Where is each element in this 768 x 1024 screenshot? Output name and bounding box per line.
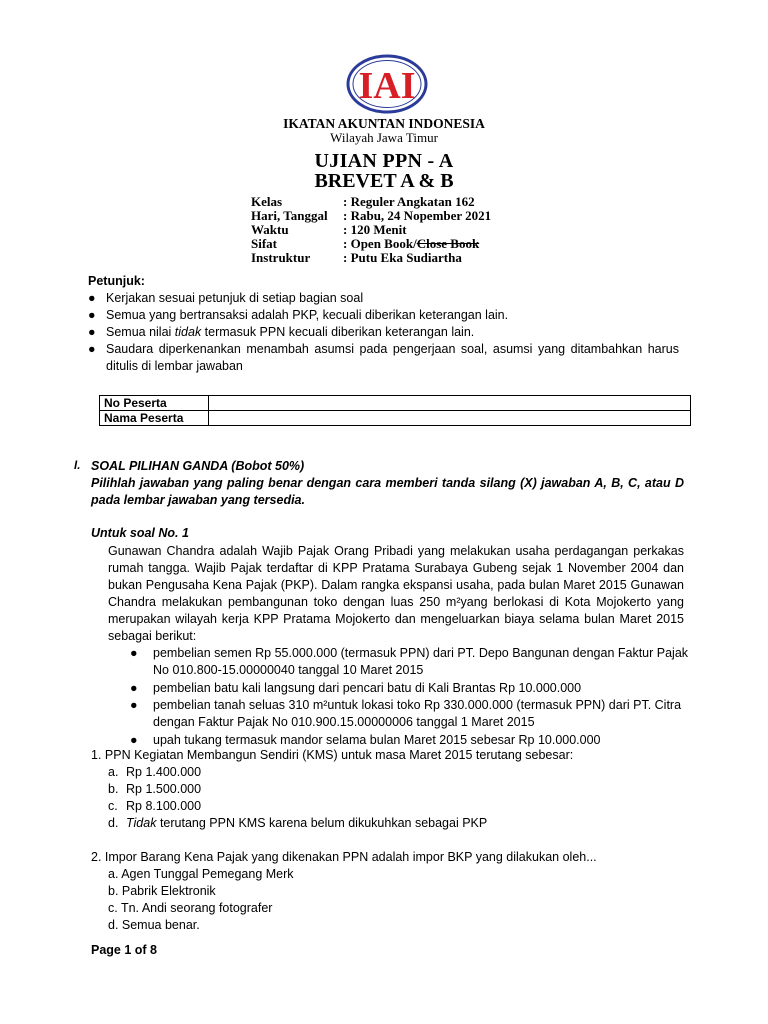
table-row	[100, 396, 691, 411]
case-item-text: upah tukang termasuk mandor selama bulan Maret 2015 sebesar Rp 10.000.000	[153, 733, 601, 747]
q1-option-d[interactable]	[108, 816, 487, 830]
iai-logo	[346, 54, 428, 114]
option-letter: c.	[108, 799, 118, 813]
case-line: rumah tangga. Wajib Pajak terdaftar di KPP Pratama Surabaya Gubeng sejak 1 November 2004 dan	[108, 561, 684, 575]
option-text: Rp 8.100.000	[126, 799, 202, 813]
emphasis-text: Tidak	[126, 816, 157, 830]
bullet-icon: ●	[130, 733, 138, 747]
section-numeral: I.	[74, 460, 81, 472]
info-value: : Putu Eka Sudiartha	[343, 250, 462, 265]
instruction-text: Semua yang bertransaksi adalah PKP, kecuali diberikan keterangan lain.	[106, 308, 509, 322]
question-2: 2. Impor Barang Kena Pajak yang dikenakan PPN adalah impor BKP yang dilakukan oleh...	[91, 850, 597, 864]
case-line: Gunawan Chandra adalah Wajib Pajak Orang Pribadi yang melakukan usaha perdagangan perkakas	[108, 544, 684, 558]
info-value: : Rabu, 24 Nopember 2021	[343, 208, 492, 223]
section-instruction: Pilihlah jawaban yang paling benar dengan cara memberi tanda silang (X) jawaban A, B, C, atau D	[91, 476, 684, 490]
bullet-icon: ●	[130, 698, 138, 712]
no-peserta-label: No Peserta	[100, 396, 209, 411]
nama-peserta-label: Nama Peserta	[100, 411, 209, 426]
case-line: sebagai berikut:	[108, 629, 197, 643]
section-title: SOAL PILIHAN GANDA (Bobot 50%)	[91, 459, 305, 473]
option-letter: a.	[108, 765, 119, 779]
bullet-icon: ●	[88, 342, 96, 356]
info-instruktur	[251, 250, 462, 266]
text-part: Semua nilai	[106, 325, 175, 339]
option-letter: d.	[108, 816, 119, 830]
case-heading: Untuk soal No. 1	[91, 526, 189, 540]
instructions-heading: Petunjuk:	[88, 274, 145, 288]
no-peserta-field[interactable]	[209, 396, 691, 411]
exam-title: UJIAN PPN - A	[314, 150, 454, 172]
instruction-text: Saudara diperkenankan menambah asumsi pada pengerjaan soal, asumsi yang ditambahkan harus	[106, 342, 679, 356]
bullet-icon: ●	[130, 646, 138, 660]
section-instruction: pada lembar jawaban yang tersedia.	[91, 493, 305, 507]
page-number: Page 1 of 8	[91, 943, 157, 957]
instruction-text	[106, 325, 474, 339]
option-text: Rp 1.400.000	[126, 765, 202, 779]
info-label: Hari, Tanggal	[251, 208, 328, 223]
q2-option-c[interactable]: c. Tn. Andi seorang fotografer	[108, 901, 273, 915]
case-item-text: No 010.800-15.00000040 tanggal 10 Maret 2015	[153, 663, 424, 677]
q2-option-a[interactable]: a. Agen Tunggal Pemegang Merk	[108, 867, 294, 881]
region-name: Wilayah Jawa Timur	[330, 130, 438, 145]
text-part: termasuk PPN kecuali diberikan keterangan lain.	[201, 325, 475, 339]
bullet-icon: ●	[88, 291, 96, 305]
emphasis-text: tidak	[174, 325, 202, 339]
exam-subtitle: BREVET A & B	[314, 170, 454, 192]
info-label: Kelas	[251, 194, 283, 209]
case-item-text: dengan Faktur Pajak No 010.900.15.00000006 tanggal 1 Maret 2015	[153, 715, 535, 729]
bullet-icon: ●	[130, 681, 138, 695]
case-item-text: pembelian semen Rp 55.000.000 (termasuk PPN) dari PT. Depo Bangunan dengan Faktur Pajak	[153, 646, 689, 660]
option-letter: b.	[108, 782, 119, 796]
info-value: : Open Book/	[343, 236, 417, 251]
info-struck-value: Close Book	[416, 236, 480, 251]
info-value: : 120 Menit	[343, 222, 407, 237]
q2-option-d[interactable]: d. Semua benar.	[108, 918, 200, 932]
instruction-text: Kerjakan sesuai petunjuk di setiap bagian soal	[106, 291, 364, 305]
bullet-icon: ●	[88, 308, 96, 322]
info-label: Sifat	[251, 236, 277, 251]
table-row	[100, 411, 691, 426]
case-item-text: pembelian batu kali langsung dari pencari batu di Kali Brantas Rp 10.000.000	[153, 681, 582, 695]
logo-text: IAI	[358, 65, 416, 107]
instruction-text: ditulis di lembar jawaban	[106, 359, 243, 373]
option-text: Rp 1.500.000	[126, 782, 202, 796]
info-label: Waktu	[251, 222, 289, 237]
q2-option-b[interactable]: b. Pabrik Elektronik	[108, 884, 216, 898]
case-item-text: pembelian tanah seluas 310 m²untuk lokasi toko Rp 330.000.000 (termasuk PPN) dari PT. Citra	[153, 698, 682, 712]
case-line: bukan Pengusaha Kena Pajak (PKP). Dalam rangka ekspansi usaha, pada bulan Maret 2015 Gunawan	[108, 578, 684, 592]
info-value: : Reguler Angkatan 162	[343, 194, 475, 209]
case-line: merupakan wilayah kerja KPP Pratama Mojokerto dan mengeluarkan biaya selama bulan Maret 2015	[108, 612, 684, 626]
q1-option-b[interactable]	[108, 782, 201, 796]
case-line: Chandra melakukan pembangunan toko dengan luas 250 m²yang berlokasi di Kota Mojokerto yang	[108, 595, 684, 609]
option-text: terutang PPN KMS karena belum dikukuhkan sebagai PKP	[156, 816, 488, 830]
q1-option-c[interactable]	[108, 799, 201, 813]
q1-option-a[interactable]	[108, 765, 201, 779]
participant-table	[99, 395, 691, 426]
info-label: Instruktur	[251, 250, 311, 265]
nama-peserta-field[interactable]	[209, 411, 691, 426]
bullet-icon: ●	[88, 325, 96, 339]
organization-name: IKATAN AKUNTAN INDONESIA	[283, 116, 485, 131]
question-1: 1. PPN Kegiatan Membangun Sendiri (KMS) untuk masa Maret 2015 terutang sebesar:	[91, 748, 574, 762]
